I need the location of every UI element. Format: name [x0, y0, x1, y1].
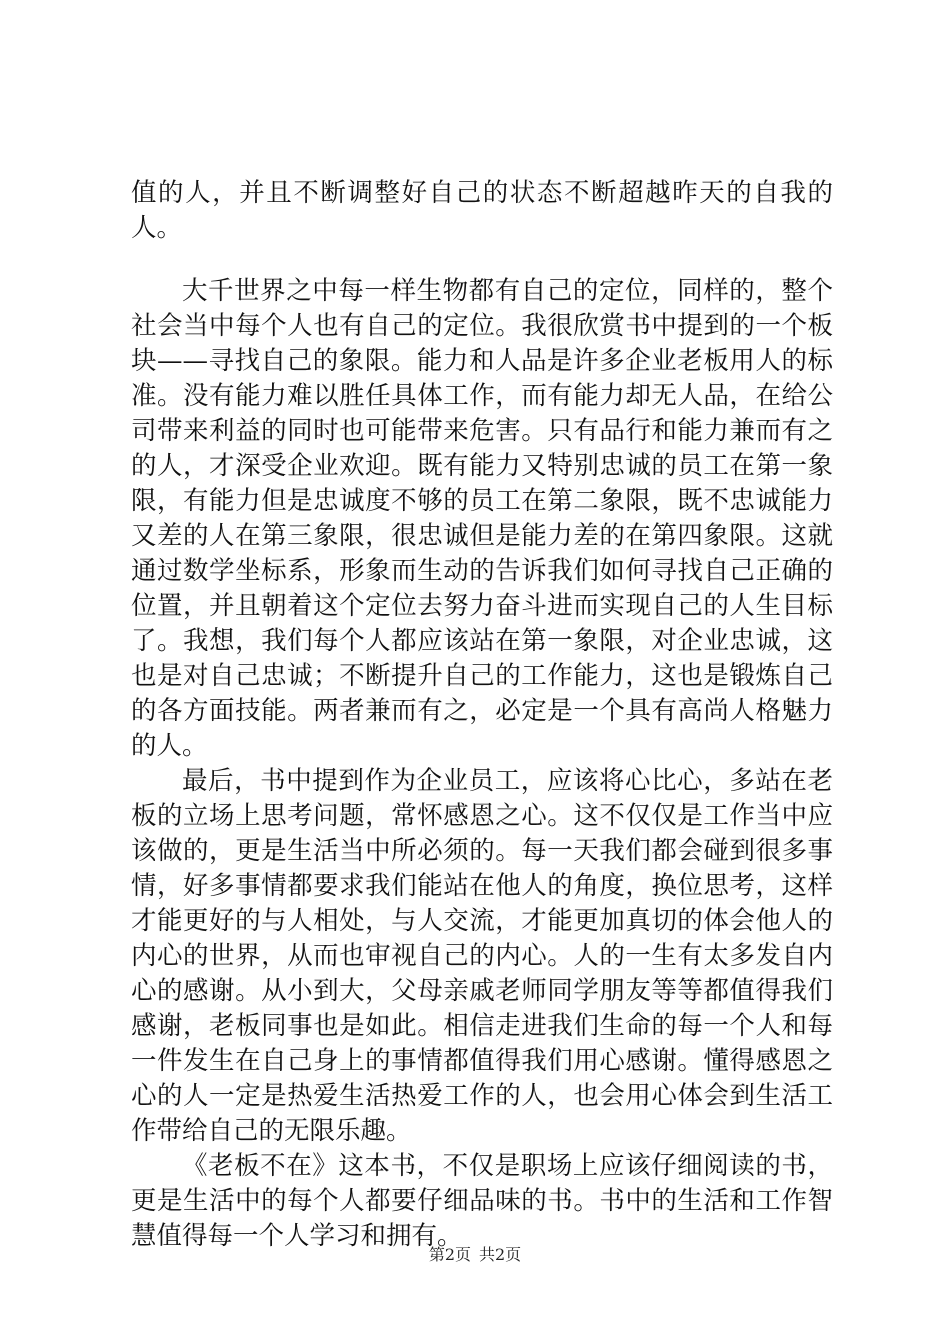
page-footer: [0, 1245, 950, 1265]
document-body: [131, 176, 833, 1254]
page-total: 共2页: [479, 1245, 522, 1264]
paragraph-continuation: 值的人，并且不断调整好自己的状态不断超越昨天的自我的人。: [131, 178, 833, 243]
paragraph-conclusion: 《老板不在》这本书，不仅是职场上应该仔细阅读的书，更是生活中的每个人都要仔细品味的书。书中的生活和工作智慧值得每一个人学习和拥有。: [131, 1151, 833, 1251]
page-number: 第2页: [428, 1245, 471, 1264]
paragraph-quadrant: 大千世界之中每一样生物都有自己的定位，同样的，整个社会当中每个人也有自己的定位。我很欣赏书中提到的一个板块——寻找自己的象限。能力和人品是许多企业老板用人的标准。没有能力难以胜任具体工作，而有能力却无人品，在给公司带来利益的同时也可能带来危害。只有品行和能力兼而有之的人，才深受企业欢迎。既有能力又特别忠诚的员工在第一象限，有能力但是忠诚度不够的员工在第二象限，既不忠诚能力又差的人在第三象限，很忠诚但是能力差的在第四象限。这就通过数学坐标系，形象而生动的告诉我们如何寻找自己正确的位置，并且朝着这个定位去努力奋斗进而实现自己的人生目标了。我想，我们每个人都应该站在第一象限，对企业忠诚，这也是对自己忠诚；不断提升自己的工作能力，这也是锻炼自己的各方面技能。两者兼而有之，必定是一个具有高尚人格魅力的人。: [131, 276, 833, 761]
paragraph-gratitude: 最后，书中提到作为企业员工，应该将心比心，多站在老板的立场上思考问题，常怀感恩之心。这不仅仅是工作当中应该做的，更是生活当中所必须的。每一天我们都会碰到很多事情，好多事情都要求我们能站在他人的角度，换位思考，这样才能更好的与人相处，与人交流，才能更加真切的体会他人的内心的世界，从而也审视自己的内心。人的一生有太多发自内心的感谢。从小到大，父母亲戚老师同学朋友等等都值得我们感谢，老板同事也是如此。相信走进我们生命的每一个人和每一件发生在自己身上的事情都值得我们用心感谢。懂得感恩之心的人一定是热爱生活热爱工作的人，也会用心体会到生活工作带给自己的无限乐趣。: [131, 766, 833, 1146]
